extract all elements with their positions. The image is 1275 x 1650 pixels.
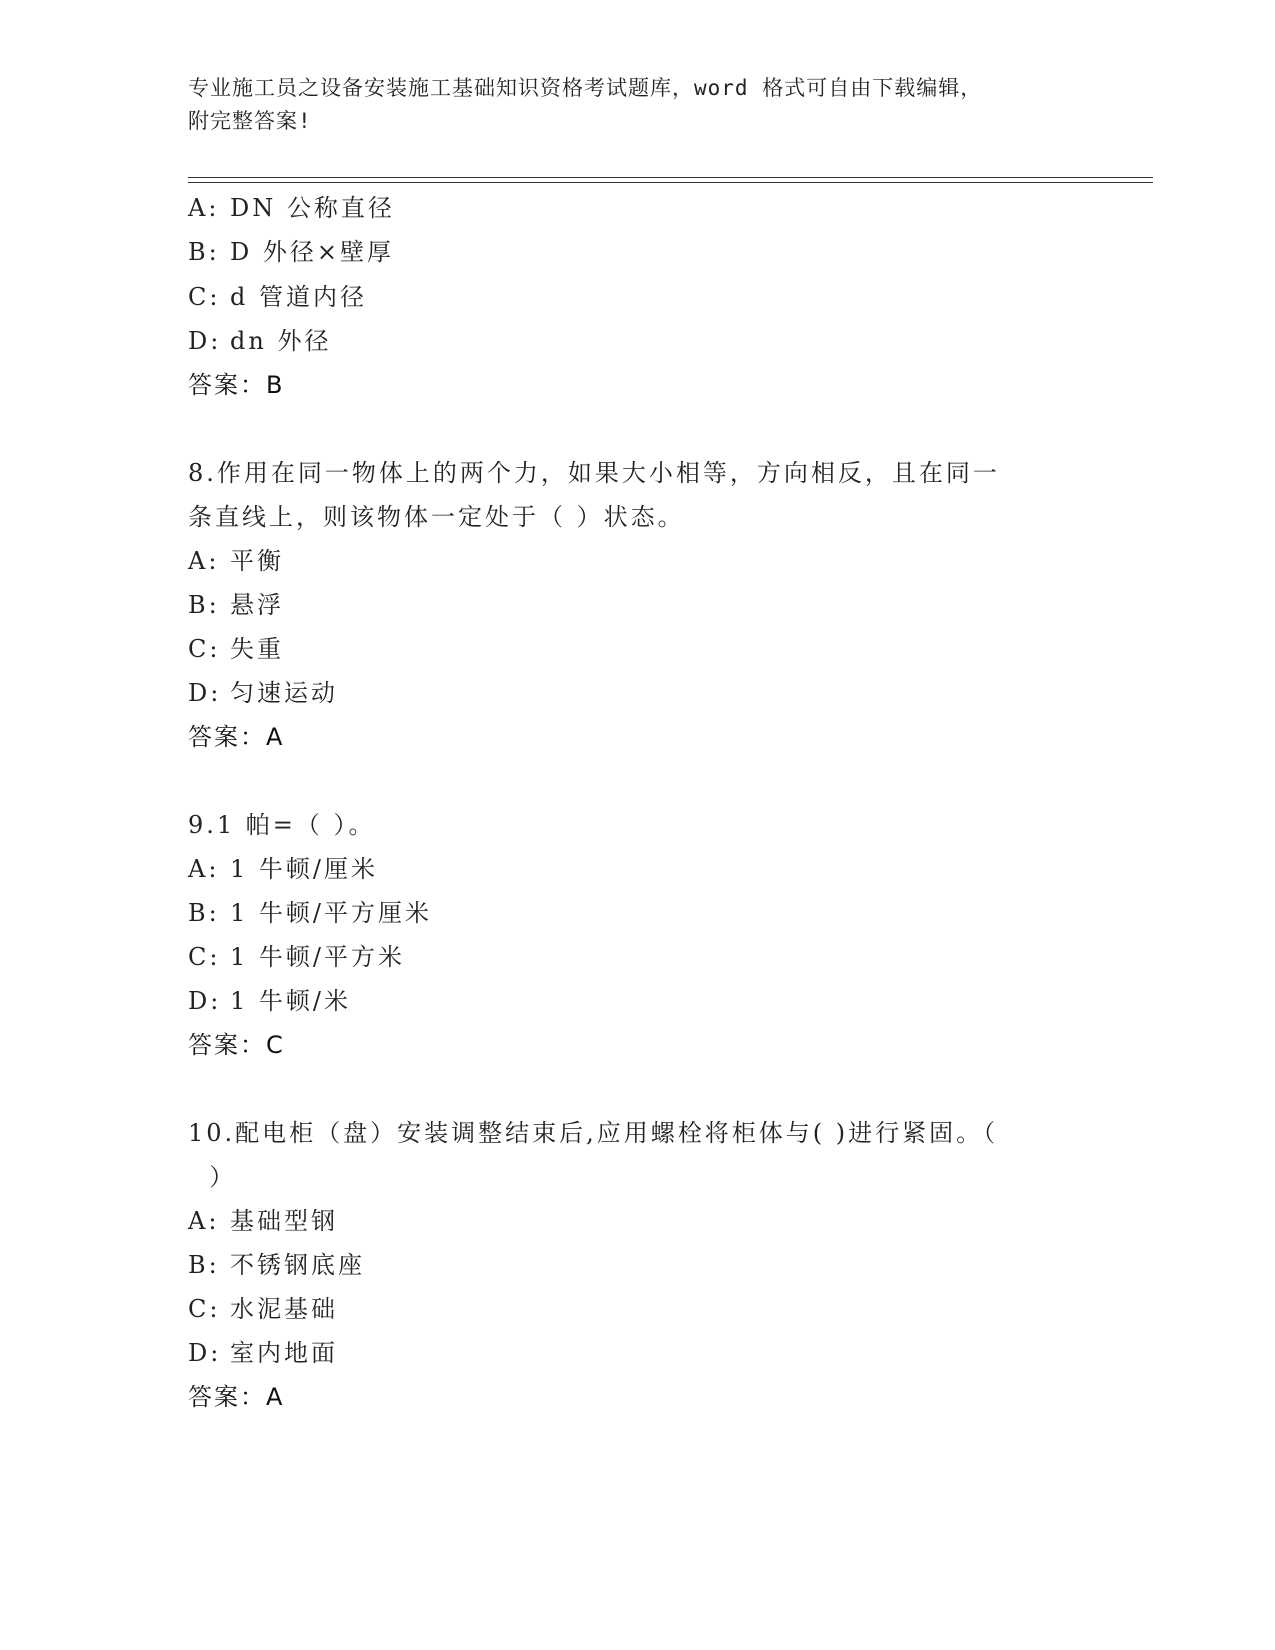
option-letter: D: <box>188 679 222 707</box>
option-letter: B: <box>188 899 220 927</box>
option-letter: D: <box>188 327 222 355</box>
header-divider-top <box>188 177 1153 178</box>
q10-question-line-1: 10.配电柜（盘）安装调整结束后,应用螺栓将柜体与( )进行紧固。（ <box>188 1119 999 1147</box>
option-letter: D: <box>188 1339 222 1367</box>
option-text: 平衡 <box>230 547 284 575</box>
option-text: 悬浮 <box>230 591 284 619</box>
option-text: 失重 <box>230 635 284 663</box>
q8-question-line-1: 8.作用在同一物体上的两个力，如果大小相等，方向相反，且在同一 <box>188 459 1000 487</box>
header-line-2: 附完整答案! <box>188 109 312 133</box>
q9-option-a <box>188 853 378 885</box>
q7-option-b <box>188 236 394 268</box>
option-letter: B: <box>188 1251 220 1279</box>
q8-option-d <box>188 677 338 709</box>
q10-question-line-2: ） <box>188 1163 237 1191</box>
option-text: 1 牛顿/平方厘米 <box>230 899 432 927</box>
option-letter: C: <box>188 635 221 663</box>
option-text: dn 外径 <box>230 327 332 355</box>
option-text: 1 牛顿/厘米 <box>230 855 378 883</box>
q8-answer: 答案：A <box>188 723 285 751</box>
option-text: 基础型钢 <box>230 1207 338 1235</box>
header-line-1: 专业施工员之设备安装施工基础知识资格考试题库，word 格式可自由下载编辑， <box>188 76 983 100</box>
q7-option-d <box>188 325 331 357</box>
option-text: 匀速运动 <box>230 679 338 707</box>
option-letter: A: <box>188 547 220 575</box>
q8-question-line-2: 条直线上，则该物体一定处于（ ）状态。 <box>188 503 685 531</box>
option-letter: B: <box>188 591 220 619</box>
option-letter: C: <box>188 943 221 971</box>
q10-option-c <box>188 1293 338 1325</box>
q9-question-line-1: 9.1 帕=（ ）。 <box>188 811 376 839</box>
q10-option-d <box>188 1337 338 1369</box>
q9-option-c <box>188 941 405 973</box>
q9-answer: 答案：C <box>188 1031 285 1059</box>
option-letter: A: <box>188 1207 220 1235</box>
document-header <box>188 72 1068 138</box>
option-letter: D: <box>188 987 222 1015</box>
option-text: d 管道内径 <box>230 283 367 311</box>
q9-option-d <box>188 985 351 1017</box>
q7-option-a <box>188 192 395 224</box>
option-text: 室内地面 <box>230 1339 338 1367</box>
option-letter: B: <box>188 238 220 266</box>
q8-option-a <box>188 545 284 577</box>
option-letter: C: <box>188 283 221 311</box>
q8-option-c <box>188 633 284 665</box>
option-letter: C: <box>188 1295 221 1323</box>
q9-option-b <box>188 897 432 929</box>
q8-option-b <box>188 589 284 621</box>
option-text: 1 牛顿/平方米 <box>230 943 405 971</box>
q10-answer: 答案：A <box>188 1383 285 1411</box>
option-text: DN 公称直径 <box>230 194 395 222</box>
q10-option-a <box>188 1205 338 1237</box>
q10-option-b <box>188 1249 365 1281</box>
q7-option-c <box>188 281 367 313</box>
option-letter: A: <box>188 194 220 222</box>
option-text: D 外径×壁厚 <box>230 238 394 266</box>
option-text: 不锈钢底座 <box>230 1251 365 1279</box>
header-divider-bottom <box>188 182 1153 183</box>
option-text: 水泥基础 <box>230 1295 338 1323</box>
option-letter: A: <box>188 855 220 883</box>
q7-answer: 答案：B <box>188 371 285 399</box>
option-text: 1 牛顿/米 <box>230 987 351 1015</box>
